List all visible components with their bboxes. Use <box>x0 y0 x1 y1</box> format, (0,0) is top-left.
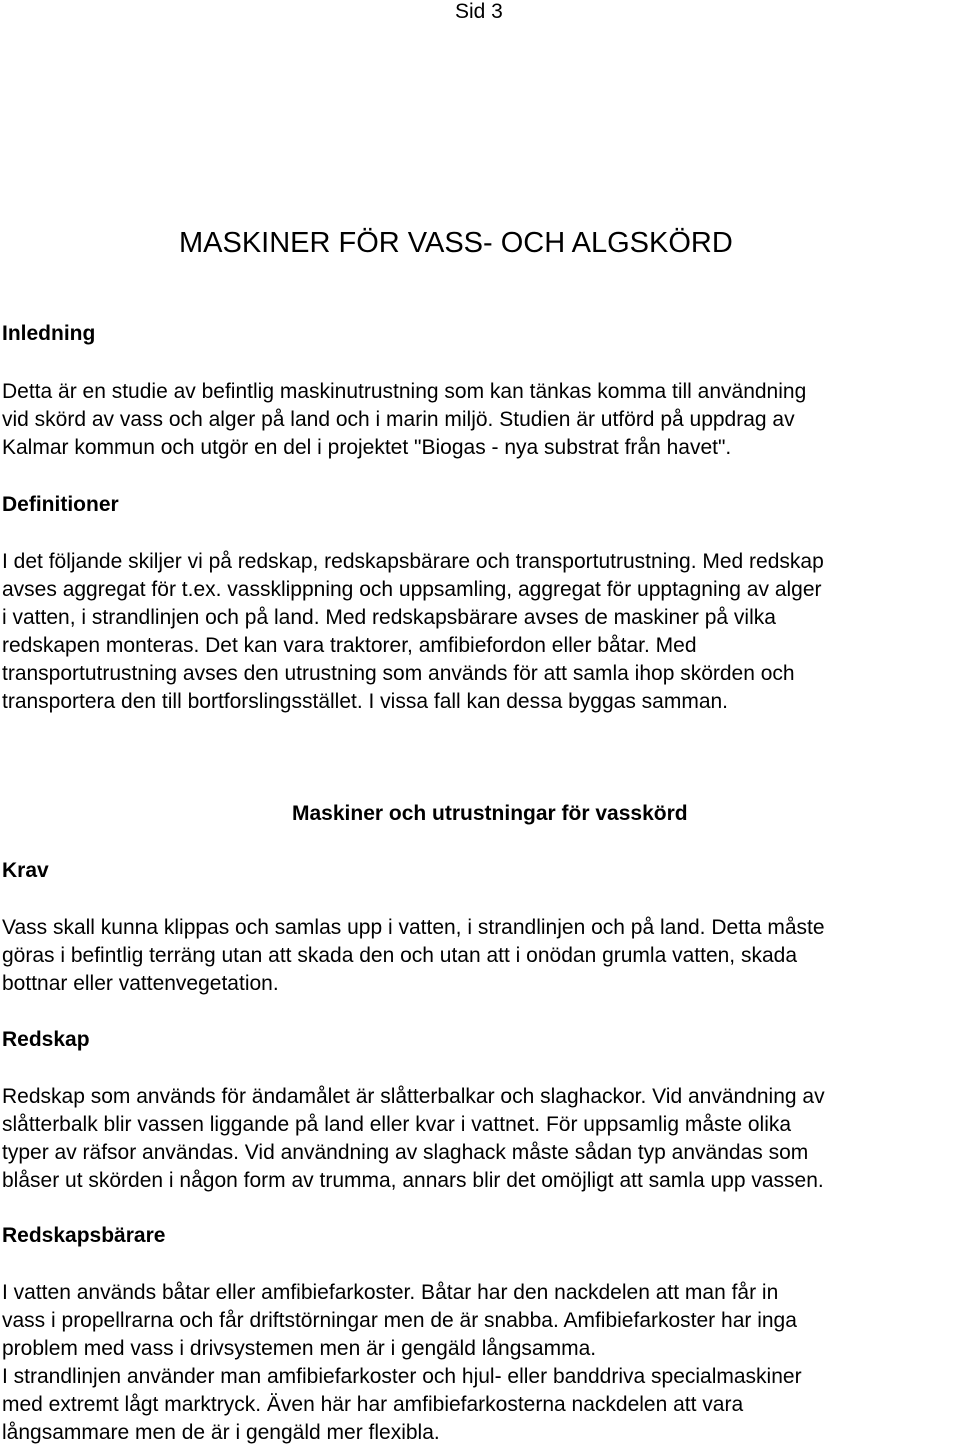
paragraph-definitioner <box>2 548 958 716</box>
text-line: I vatten används båtar eller amfibiefarkoster. Båtar har den nackdelen att man får in <box>2 1281 779 1304</box>
text-line: avses aggregat för t.ex. vassklippning och uppsamling, aggregat för upptagning av alger <box>2 578 822 601</box>
section-title: Maskiner och utrustningar för vasskörd <box>292 802 688 825</box>
paragraph-inledning <box>2 378 958 462</box>
page-number: Sid 3 <box>455 0 503 23</box>
text-line: göras i befintlig terräng utan att skada den och utan att i onödan grumla vatten, skada <box>2 944 798 967</box>
text-line: slåtterbalk blir vassen liggande på land eller kvar i vattnet. För uppsamlig måste olika <box>2 1113 792 1136</box>
paragraph-redskap <box>2 1083 958 1195</box>
heading-redskapsbarare: Redskapsbärare <box>2 1224 166 1247</box>
page-title: MASKINER FÖR VASS- OCH ALGSKÖRD <box>179 227 733 259</box>
text-line: Vass skall kunna klippas och samlas upp i vatten, i strandlinjen och på land. Detta måste <box>2 916 825 939</box>
heading-krav: Krav <box>2 859 49 882</box>
text-line: I strandlinjen använder man amfibiefarkoster och hjul- eller banddriva specialmaskiner <box>2 1365 802 1388</box>
text-line: med extremt lågt marktryck. Även här har amfibiefarkosterna nackdelen att vara <box>2 1393 744 1416</box>
text-line: Redskap som används för ändamålet är slåtterbalkar och slaghackor. Vid användning av <box>2 1085 825 1108</box>
heading-redskap: Redskap <box>2 1028 90 1051</box>
text-line: bottnar eller vattenvegetation. <box>2 972 279 995</box>
text-line: långsammare men de är i gengäld mer flexibla. <box>2 1421 440 1444</box>
text-line: Kalmar kommun och utgör en del i projektet "Biogas - nya substrat från havet". <box>2 436 732 459</box>
text-line: problem med vass i drivsystemen men är i gengäld långsamma. <box>2 1337 597 1360</box>
text-line: transportutrustning avses den utrustning som används för att samla ihop skörden och <box>2 662 795 685</box>
text-line: blåser ut skörden i någon form av trumma, annars blir det omöjligt att samla upp vassen. <box>2 1169 824 1192</box>
heading-definitioner: Definitioner <box>2 493 119 516</box>
paragraph-redskapsbarare <box>2 1279 958 1447</box>
text-line: typer av räfsor användas. Vid användning av slaghack måste sådan typ användas som <box>2 1141 809 1164</box>
heading-inledning: Inledning <box>2 322 96 345</box>
text-line: vass i propellrarna och får driftstörningar men de är snabba. Amfibiefarkoster har inga <box>2 1309 797 1332</box>
text-line: transportera den till bortforslingsstället. I vissa fall kan dessa byggas samman. <box>2 690 729 713</box>
text-line: i vatten, i strandlinjen och på land. Med redskapsbärare avses de maskiner på vilka <box>2 606 776 629</box>
paragraph-krav <box>2 914 958 998</box>
text-line: I det följande skiljer vi på redskap, redskapsbärare och transportutrustning. Med redskap <box>2 550 824 573</box>
text-line: vid skörd av vass och alger på land och i marin miljö. Studien är utförd på uppdrag av <box>2 408 795 431</box>
text-line: redskapen monteras. Det kan vara traktorer, amfibiefordon eller båtar. Med <box>2 634 697 657</box>
text-line: Detta är en studie av befintlig maskinutrustning som kan tänkas komma till användning <box>2 380 807 403</box>
